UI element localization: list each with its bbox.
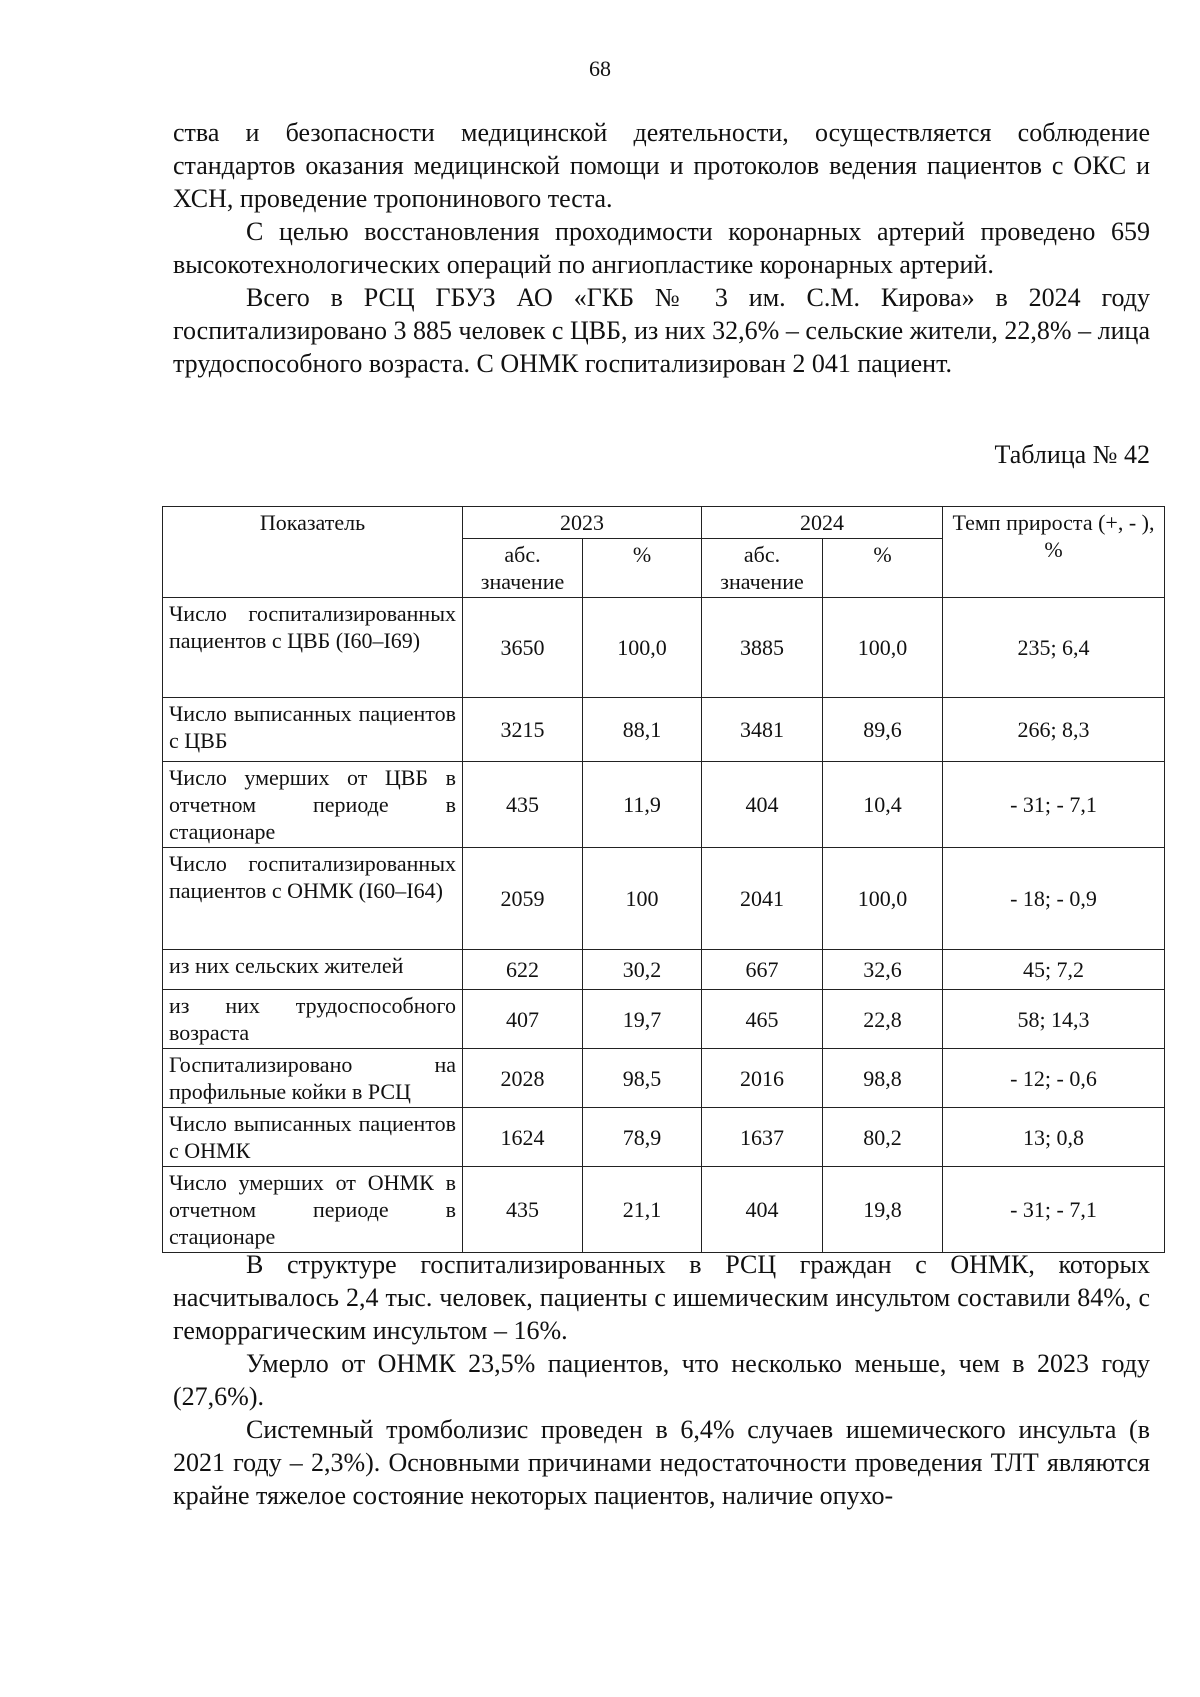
cell-abs-2023: 1624 <box>463 1108 583 1167</box>
row-label: из них сельских жителей <box>163 950 463 990</box>
table-row <box>163 1049 1165 1108</box>
table-row <box>163 598 1165 698</box>
cell-abs-2023: 435 <box>463 1167 583 1253</box>
paragraph-5: Умерло от ОНМК 23,5% пациентов, что несколько меньше, чем в 2023 году (27,6%). <box>173 1349 1150 1411</box>
row-label: Число умерших от ОНМК в отчетном периоде в стационаре <box>163 1167 463 1253</box>
paragraph-6: Системный тромболизис проведен в 6,4% случаев ишемического инсульта (в 2021 году – 2,3%). Основными причинами недостаточности проведения ТЛТ являются крайне тяжелое состояние некоторых пациентов, наличие опухо- <box>173 1415 1150 1510</box>
cell-pct-2023: 11,9 <box>583 762 702 848</box>
row-label: Госпитализировано на профильные койки в РСЦ <box>163 1049 463 1108</box>
paragraph-2: С целью восстановления проходимости коронарных артерий проведено 659 высокотехнологических операций по ангиопластике коронарных артерий. <box>173 217 1150 279</box>
paragraph-4: В структуре госпитализированных в РСЦ граждан с ОНМК, которых насчитывалось 2,4 тыс. человек, пациенты с ишемическим инсультом составили 84%, с геморрагическим инсультом – 16%. <box>173 1250 1150 1345</box>
table-row <box>163 990 1165 1049</box>
cell-abs-2024: 667 <box>702 950 823 990</box>
cell-pct-2024: 10,4 <box>823 762 943 848</box>
table-row <box>163 950 1165 990</box>
cell-abs-2023: 2028 <box>463 1049 583 1108</box>
table-row <box>163 1167 1165 1253</box>
cell-pct-2023: 19,7 <box>583 990 702 1049</box>
top-text <box>173 116 1150 380</box>
cell-pct-2023: 78,9 <box>583 1108 702 1167</box>
data-table <box>162 506 1165 1253</box>
table-caption: Таблица № 42 <box>994 440 1150 469</box>
cell-growth: 13; 0,8 <box>943 1108 1165 1167</box>
header-growth: Темп прироста (+, - ), % <box>943 507 1165 598</box>
cell-pct-2024: 98,8 <box>823 1049 943 1108</box>
row-label: Число выписанных пациентов с ОНМК <box>163 1108 463 1167</box>
paragraph-3: Всего в РСЦ ГБУЗ АО «ГКБ № 3 им. С.М. Кирова» в 2024 году госпитализировано 3 885 человек с ЦВБ, из них 32,6% – сельские жители, 22,8% – лица трудоспособного возраста. С ОНМК госпитализирован 2 041 пациент. <box>173 283 1150 378</box>
cell-abs-2024: 2016 <box>702 1049 823 1108</box>
cell-abs-2024: 465 <box>702 990 823 1049</box>
cell-growth: - 31; - 7,1 <box>943 1167 1165 1253</box>
cell-growth: - 31; - 7,1 <box>943 762 1165 848</box>
cell-growth: 45; 7,2 <box>943 950 1165 990</box>
cell-pct-2024: 22,8 <box>823 990 943 1049</box>
cell-abs-2023: 622 <box>463 950 583 990</box>
cell-abs-2024: 404 <box>702 1167 823 1253</box>
row-label: Число умерших от ЦВБ в отчетном периоде в стационаре <box>163 762 463 848</box>
cell-abs-2023: 3215 <box>463 698 583 762</box>
cell-growth: 58; 14,3 <box>943 990 1165 1049</box>
row-label: Число госпитализированных пациентов с ОНМК (I60–I64) <box>163 848 463 950</box>
cell-growth: 266; 8,3 <box>943 698 1165 762</box>
table-row <box>163 1108 1165 1167</box>
cell-pct-2024: 100,0 <box>823 598 943 698</box>
cell-pct-2023: 21,1 <box>583 1167 702 1253</box>
cell-abs-2024: 404 <box>702 762 823 848</box>
cell-abs-2023: 407 <box>463 990 583 1049</box>
cell-pct-2024: 80,2 <box>823 1108 943 1167</box>
header-year-2023: 2023 <box>463 507 702 539</box>
header-row-1 <box>163 507 1165 539</box>
cell-abs-2023: 3650 <box>463 598 583 698</box>
header-abs-2024: абс. значение <box>702 539 823 598</box>
cell-abs-2023: 435 <box>463 762 583 848</box>
cell-abs-2024: 3885 <box>702 598 823 698</box>
header-abs-2023: абс. значение <box>463 539 583 598</box>
cell-growth: 235; 6,4 <box>943 598 1165 698</box>
table-row <box>163 762 1165 848</box>
cell-pct-2023: 98,5 <box>583 1049 702 1108</box>
cell-growth: - 18; - 0,9 <box>943 848 1165 950</box>
cell-pct-2024: 89,6 <box>823 698 943 762</box>
bottom-text <box>173 1248 1150 1512</box>
cell-abs-2024: 2041 <box>702 848 823 950</box>
cell-pct-2024: 32,6 <box>823 950 943 990</box>
cell-abs-2024: 1637 <box>702 1108 823 1167</box>
cell-pct-2023: 88,1 <box>583 698 702 762</box>
row-label: из них трудоспособного возраста <box>163 990 463 1049</box>
paragraph-1: ства и безопасности медицинской деятельности, осуществляется соблюдение стандартов оказания медицинской помощи и протоколов ведения пациентов с ОКС и ХСН, проведение тропонинового теста. <box>173 118 1150 213</box>
header-year-2024: 2024 <box>702 507 943 539</box>
table-row <box>163 698 1165 762</box>
cell-pct-2024: 100,0 <box>823 848 943 950</box>
table-row <box>163 848 1165 950</box>
cell-pct-2023: 100 <box>583 848 702 950</box>
header-indicator: Показатель <box>163 507 463 598</box>
header-pct-2024: % <box>823 539 943 598</box>
row-label: Число выписанных пациентов с ЦВБ <box>163 698 463 762</box>
cell-abs-2024: 3481 <box>702 698 823 762</box>
page-number: 68 <box>589 56 611 81</box>
cell-pct-2024: 19,8 <box>823 1167 943 1253</box>
cell-growth: - 12; - 0,6 <box>943 1049 1165 1108</box>
cell-abs-2023: 2059 <box>463 848 583 950</box>
cell-pct-2023: 30,2 <box>583 950 702 990</box>
cell-pct-2023: 100,0 <box>583 598 702 698</box>
row-label: Число госпитализированных пациентов с ЦВБ (I60–I69) <box>163 598 463 698</box>
header-pct-2023: % <box>583 539 702 598</box>
